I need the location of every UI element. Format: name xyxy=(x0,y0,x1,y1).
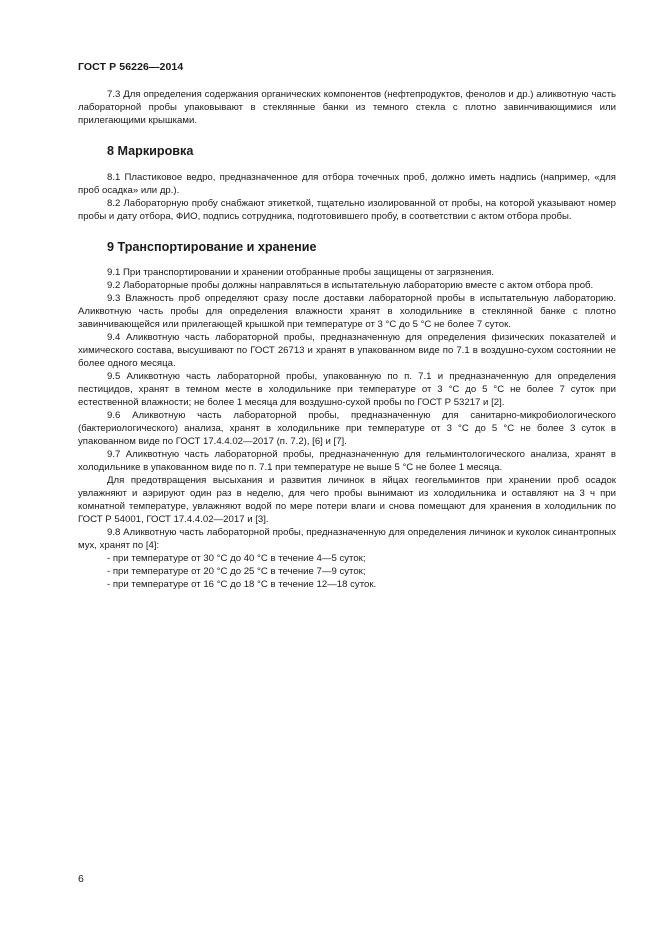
section-title-8: 8 Маркировка xyxy=(107,144,194,158)
paragraph-9-3: 9.3 Влажность проб определяют сразу после доставки лабораторной пробы в испытательную лабораторию. Аликвотную часть пробы для определения влажности хранят в холодильнике в стеклянной банке с плотно завинчивающейся или прилегающей крышкой при температуре от 3 °С до 5 °С не более 7 суток. xyxy=(78,293,616,330)
document-code-header: ГОСТ Р 56226—2014 xyxy=(78,61,184,73)
paragraph-8-1: 8.1 Пластиковое ведро, предназначенное для отбора точечных проб, должно иметь надпись (например, «для проб осадка» или др.). xyxy=(78,172,616,196)
paragraph-9-8: 9.8 Аликвотную часть лабораторной пробы, предназначенную для определения личинок и куколок синантропных мух, хранят по [4]: xyxy=(78,527,616,551)
paragraph-9-7-continued: Для предотвращения высыхания и развития личинок в яйцах геогельминтов при хранении проб осадок увлажняют и аэрируют один раз в неделю, для чего пробы вынимают из холодильника и оставляют на 3 ч при комнатной температуре, увлажняют водой по мере потери влаги и снова помещают для хранения в холодильник по ГОСТ Р 54001, ГОСТ 17.4.4.02—2017 и [3]. xyxy=(78,475,616,525)
paragraph-9-2: 9.2 Лабораторные пробы должны направляться в испытательную лабораторию вместе с актом отбора проб. xyxy=(107,280,594,291)
list-item: - при температуре от 16 °С до 18 °С в течение 12—18 суток. xyxy=(107,579,377,590)
paragraph-9-5: 9.5 Аликвотную часть лабораторной пробы, упакованную по п. 7.1 и предназначенную для определения пестицидов, хранят в темном месте в холодильнике при температуре от 3 °С до 5 °С не более 7 суток при естественной влажности; не более 1 месяца для воздушно-сухой пробы по ГОСТ Р 53217 и [2]. xyxy=(78,371,616,408)
paragraph-8-2: 8.2 Лабораторную пробу снабжают этикеткой, тщательно изолированной от пробы, на которой указывают номер пробы и дату отбора, ФИО, подпись сотрудника, подготовившего пробу, в соответствии с актом отбора пробы. xyxy=(78,198,616,222)
paragraph-9-7: 9.7 Аликвотную часть лабораторной пробы, предназначенную для гельминтологического анализа, хранят в холодильнике в упакованном виде по п. 7.1 при температуре не выше 5 °С не более 1 месяца. xyxy=(78,449,616,473)
paragraph-9-6: 9.6 Аликвотную часть лабораторной пробы, предназначенную для санитарно-микробиологического (бактериологического) анализа, хранят в холодильнике при температуре от 3 °С до 5 °С не более 3 суток в упакованном виде по ГОСТ 17.4.4.02—2017 (п. 7.2), [6] и [7]. xyxy=(78,410,616,447)
section-title-9: 9 Транспортирование и хранение xyxy=(107,240,317,254)
document-body xyxy=(78,88,616,591)
list-item: - при температуре от 30 °С до 40 °С в течение 4—5 суток; xyxy=(107,553,366,564)
list-item: - при температуре от 20 °С до 25 °С в течение 7—9 суток; xyxy=(107,566,366,577)
paragraph-9-4: 9.4 Аликвотную часть лабораторной пробы, предназначенную для определения физических показателей и химического состава, высушивают по ГОСТ 26713 и хранят в упакованном виде по 7.1 в воздушно-сухом состоянии не более одного месяца. xyxy=(78,332,616,369)
paragraph-9-1: 9.1 При транспортировании и хранении отобранные пробы защищены от загрязнения. xyxy=(107,267,494,278)
page-number: 6 xyxy=(78,873,84,885)
paragraph-7-3: 7.3 Для определения содержания органических компонентов (нефтепродуктов, фенолов и др.) аликвотную часть лабораторной пробы упаковывают в стеклянные банки из темного стекла с плотно завинчивающимися или прилегающими крышками. xyxy=(78,89,616,126)
